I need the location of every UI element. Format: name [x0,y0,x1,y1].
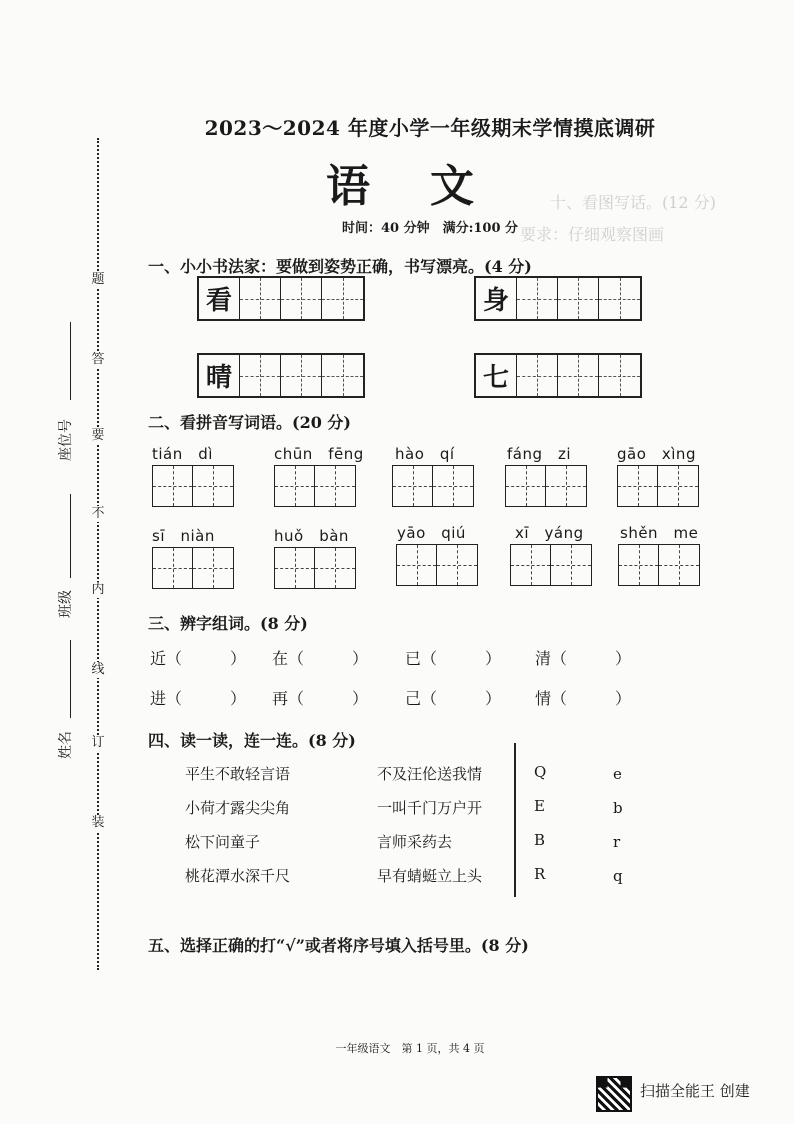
uppercase-letter[interactable]: B [534,831,546,849]
uppercase-letter[interactable]: R [534,865,546,883]
word-answer-grid[interactable] [152,547,234,589]
pinyin-label: fáng zi [507,445,572,463]
section-2-title: 二、看拼音写词语。(20 分) [148,413,351,432]
writing-cell[interactable] [517,355,558,396]
seal-char: 装 [88,815,108,831]
section-5-title: 五、选择正确的打“√”或者将序号填入括号里。(8 分) [148,936,529,955]
pinyin-label: yāo qiú [397,524,466,542]
binding-dotted-line [97,138,99,970]
pinyin-label: sī niàn [152,527,215,545]
calligraphy-grid-3[interactable] [197,353,365,398]
pinyin-label: shěn me [620,524,699,542]
poem-first-line[interactable]: 平生不敢轻言语 [185,765,291,783]
poem-second-line[interactable]: 不及汪伦送我情 [377,765,483,783]
word-answer-grid[interactable] [618,544,700,586]
poem-first-line[interactable]: 松下问童子 [185,833,261,851]
word-answer-grid[interactable] [152,465,234,507]
poem-first-line[interactable]: 小荷才露尖尖角 [185,799,291,817]
writing-cell[interactable] [240,355,281,396]
compare-word-item[interactable]: 情（ ） [535,689,632,708]
writing-cell[interactable] [558,278,599,319]
calligraphy-grid-4[interactable] [474,353,642,398]
seal-char: 不 [88,506,108,522]
seat-number-field[interactable] [70,322,71,400]
scanner-watermark: 扫描全能王 创建 [640,1082,750,1100]
writing-cell[interactable] [322,278,363,319]
pinyin-label: tián dì [152,445,213,463]
seal-char: 答 [88,352,108,368]
lowercase-letter[interactable]: b [613,799,623,817]
uppercase-letter[interactable]: Q [534,763,547,781]
word-answer-grid[interactable] [510,544,592,586]
page-footer: 一年级语文 第 1 页，共 4 页 [335,1042,485,1055]
writing-cell[interactable] [599,355,640,396]
compare-word-item[interactable]: 进（ ） [150,689,247,708]
name-label: 姓名 [58,731,74,759]
pinyin-label: hào qí [395,445,455,463]
word-answer-grid[interactable] [392,465,474,507]
calligraphy-grid-2[interactable] [474,276,642,321]
word-answer-grid[interactable] [617,465,699,507]
compare-word-item[interactable]: 清（ ） [535,649,632,668]
seal-char: 线 [88,662,108,678]
calligraphy-grid-1[interactable] [197,276,365,321]
writing-cell[interactable] [558,355,599,396]
section-3-title: 三、辨字组词。(8 分) [148,614,308,633]
lowercase-letter[interactable]: e [613,765,622,783]
poem-second-line[interactable]: 言师采药去 [377,833,453,851]
lowercase-letter[interactable]: q [613,867,623,885]
poem-first-line[interactable]: 桃花潭水深千尺 [185,867,291,885]
word-answer-grid[interactable] [505,465,587,507]
word-answer-grid[interactable] [274,465,356,507]
uppercase-letter[interactable]: E [534,797,545,815]
writing-cell[interactable] [281,355,322,396]
model-character: 七 [476,355,517,396]
seat-number-label: 座位号 [58,419,74,461]
compare-word-item[interactable]: 在（ ） [272,649,369,668]
compare-word-item[interactable]: 已（ ） [405,649,502,668]
seal-char: 要 [88,428,108,444]
divider-bar [514,743,516,897]
poem-second-line[interactable]: 早有蜻蜓立上头 [377,867,483,885]
section-4-title: 四、读一读，连一连。(8 分) [148,731,356,750]
word-answer-grid[interactable] [396,544,478,586]
name-field[interactable] [70,640,71,718]
qr-code-icon [596,1076,632,1112]
exam-title: 2023～2024 年度小学一年级期末学情摸底调研 [204,116,656,140]
class-label: 班级 [58,590,74,618]
compare-word-item[interactable]: 己（ ） [405,689,502,708]
section-1-title: 一、小小书法家：要做到姿势正确，书写漂亮。(4 分) [148,257,532,276]
seal-char: 题 [88,272,108,288]
lowercase-letter[interactable]: r [613,833,621,851]
model-character: 看 [199,278,240,319]
writing-cell[interactable] [281,278,322,319]
model-character: 身 [476,278,517,319]
writing-cell[interactable] [240,278,281,319]
poem-second-line[interactable]: 一叫千门万户开 [377,799,483,817]
pinyin-label: xī yáng [515,524,584,542]
compare-word-item[interactable]: 近（ ） [150,649,247,668]
compare-word-item[interactable]: 再（ ） [272,689,369,708]
word-answer-grid[interactable] [274,547,356,589]
writing-cell[interactable] [599,278,640,319]
pinyin-label: huǒ bàn [274,527,349,545]
seal-char: 订 [88,735,108,751]
pinyin-label: gāo xìng [617,445,696,463]
writing-cell[interactable] [322,355,363,396]
pinyin-label: chūn fēng [274,445,364,463]
writing-cell[interactable] [517,278,558,319]
subject-title: 语文 [326,161,534,212]
time-score-info: 时间：40 分钟 满分:100 分 [341,221,519,236]
class-field[interactable] [70,494,71,578]
model-character: 晴 [199,355,240,396]
seal-char: 内 [88,582,108,598]
